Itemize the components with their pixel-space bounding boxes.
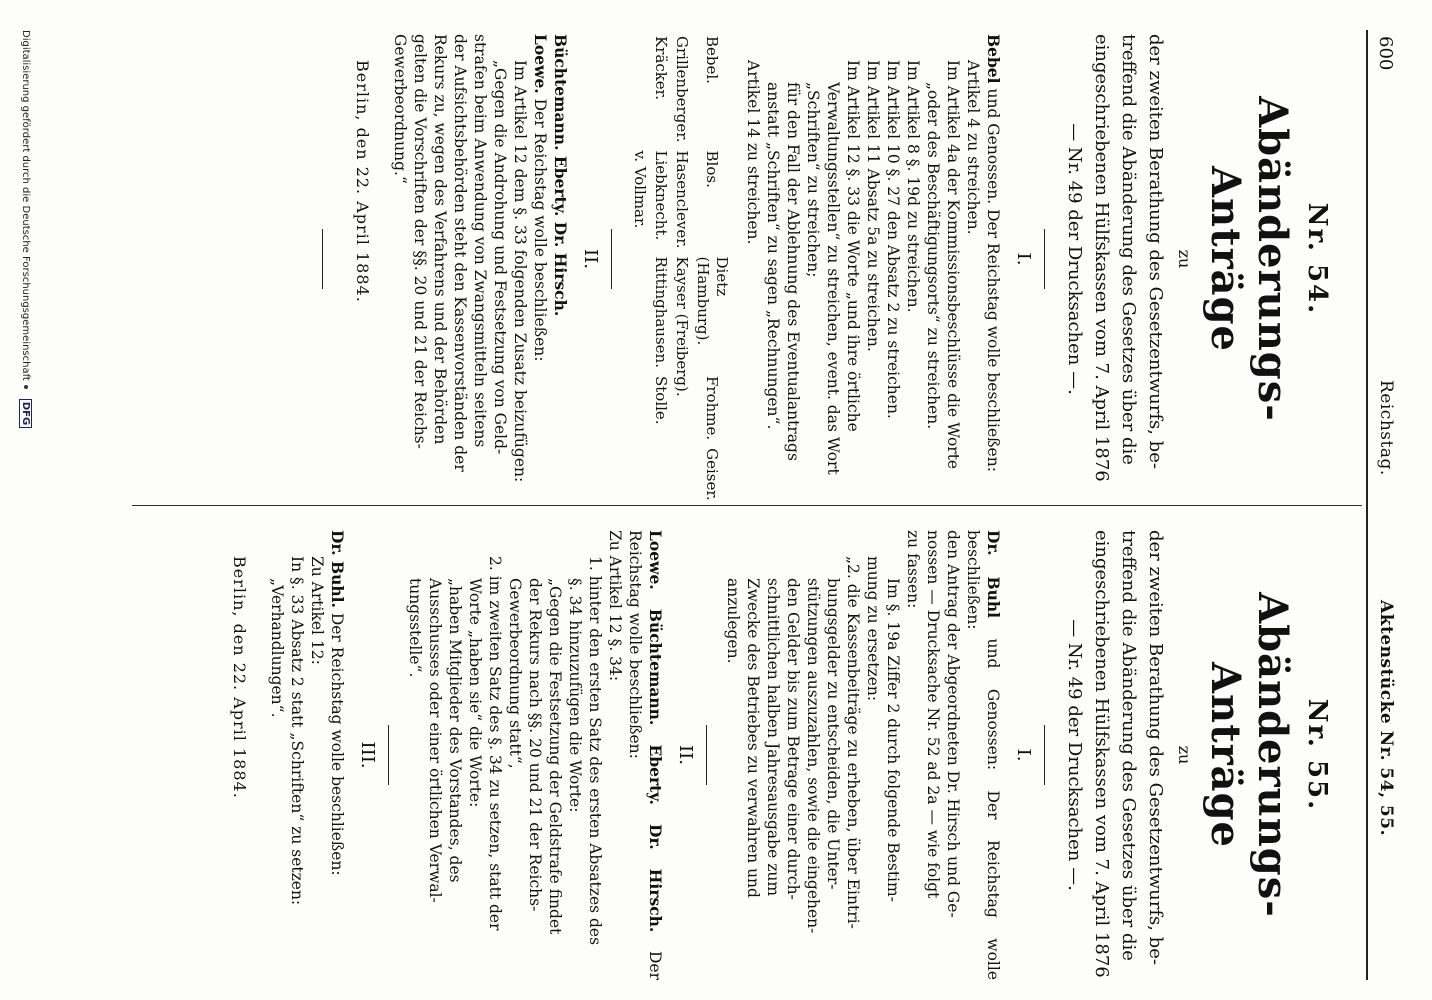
motion-line: der Rekurs nach §§. 20 und 21 der Reichs- [526,578,544,912]
motion-item: Verwaltungsstellen“ zu streichen, event. das Wort [824,82,842,475]
subtitle [1061,530,1169,980]
motion-line: nossen — Drucksache Nr. 52 ad 2a — wie folgt [924,530,942,899]
motion-line: 2. im zweiten Satz des §. 34 zu setzen, statt der [486,556,504,931]
signatory: Liebknecht. [652,150,670,241]
motion-item: „Schriften“ zu streichen; [804,82,822,278]
motion-line: gelten die Vorschriften der §§. 20 und 21 der Reichs- [411,34,429,449]
motion-line: Gewerbeordnung statt“, [506,578,524,769]
motion-line: Zu Artikel 12 §. 34: [606,530,624,682]
motion-author: Dr. Buhl. [328,530,347,608]
motion-line: „2. die Kassenbeiträge zu erheben, über Eintri- [844,556,862,929]
signatories [628,34,733,509]
motion-line: strafen beim Anwendung von Zwangsmitteln seitens [471,34,489,448]
motion-line: 1. hinter den ersten Satz des ersten Absatzes des [586,556,604,946]
motion-line: Zwecke des Betriebes zu verwahren und [744,578,762,898]
motion-line: den Antrag der Abgeordneten Dr. Hirsch und Ge- [944,530,962,918]
document-title: Abänderungs-Anträge [1202,96,1296,422]
motion-intro-text: Der Reichstag wolle beschließen: [531,93,549,362]
separator [611,229,612,289]
signatory: Dietz (Hamburg). [694,256,731,346]
motion-intro-text: und Genossen: Der Reichstag wolle beschließen: [964,530,1002,980]
motion-item: anstatt „Schriften“ zu sagen „Rechnungen“. [764,82,782,430]
motion-line: „Gegen die Festsetzung der Geldstrafe findet [546,578,564,935]
motion-line: den Gelder bis zum Betrage einer durch- [784,578,802,900]
motion-line: zu fassen: [904,530,922,609]
motion-line: Rekurs zu, wegen des Verfahrens und der Behörden [431,34,449,445]
motion-authors: Loewe. Büchtemann. Eberty. Dr. Hirsch. [646,530,665,933]
motion-line: §. 34 hinzuzufügen die Worte: [566,578,584,813]
separator [388,725,389,785]
dfg-logo: DFG [19,399,32,428]
subtitle-line: eingeschriebenen Hülfskassen vom 7. April 1876 [1091,34,1112,482]
motion-author: Bebel [984,34,1003,84]
motion-line: Im Artikel 12 dem §. 33 folgenden Zusatz beizufügen: [511,60,529,483]
subtitle-line: — Nr. 49 der Drucksachen —. [1064,123,1085,395]
separator [706,725,707,785]
zu-label: zu [1175,745,1194,765]
section-numeral: III. [357,741,378,769]
document-number: Nr. 55. [1302,698,1332,812]
date-line: Berlin, den 22. April 1884. [353,60,372,303]
motion-item: Artikel 14 zu streichen. [744,60,762,245]
section-numeral: II. [580,249,601,269]
motion-line: schnittlichen halben Jahresausgabe zum [764,578,782,897]
running-head-reichstag: Reichstag. [1376,380,1396,476]
motion-authors: Büchtemann. Eberty. Dr. Hirsch. [551,34,570,317]
motion-item: Im Artikel 4a der Kommissionsbeschlüsse die Worte [944,60,962,470]
motion-line: bungsgelder zu entscheiden, die Unter- [824,578,842,890]
subtitle-line: treffend die Abänderung des Gesetzes über die [1118,530,1139,961]
motion-intro-text: Der Reichstag wolle beschließen: [626,530,664,980]
motion-intro-text: und Genossen. Der Reichstag wolle beschließen: [984,83,1002,472]
column-nr-55 [230,530,1332,980]
motion-line: stützungen auszuzahlen, sowie die eingehen- [804,578,822,934]
footer-text: Digitalisierung gefördert durch die Deutsche Forschungsgemeinschaft [20,30,31,381]
signatory: Rittinghausen. [652,256,670,368]
motion-item: „oder des Beschäftigungsorts“ zu streichen. [924,82,942,430]
motion-item: Im Artikel 10 §. 27 den Absatz 2 zu streichen. [884,60,902,419]
motion-line: „Gegen die Androhung und Festsetzung von Geld- [491,60,509,455]
subtitle-line: treffend die Abänderung des Gesetzes über die [1118,34,1139,465]
signatory: Hasenclever. [673,150,691,249]
signatory: Kayser (Freiberg). [673,256,691,397]
motion-intro [963,530,1003,980]
signatory: Stolle. [652,375,670,425]
motion-intro [625,530,665,980]
motion-item: Artikel 4 zu streichen. [964,60,982,235]
motion-intro [327,530,347,980]
section-numeral: I. [1013,748,1034,762]
motion-line: Im §. 19a Ziffer 2 durch folgende Bestim- [884,578,902,902]
motion-line: „haben Mitglieder des Vorstandes, des [446,578,464,883]
signatory: v. Vollmar. [631,150,649,229]
motion-intro [550,34,570,484]
motion-item: für den Fall der Ablehnung des Eventualantrags [784,82,802,461]
separator-dot [24,385,28,389]
subtitle-line: — Nr. 49 der Drucksachen —. [1064,619,1085,891]
separator [1044,229,1045,289]
motion-line: „Verhandlungen“. [268,578,286,718]
motion-author: Loewe. [531,34,550,94]
subtitle-line: der zweiten Berathung des Gesetzentwurfs, be- [1145,34,1166,469]
motion-line: Worte „haben sie“ die Worte: [466,578,484,808]
motion-item: Im Artikel 8 §. 19d zu streichen. [904,60,922,313]
motion-intro [530,34,550,484]
motion-intro [983,34,1003,484]
end-rule [322,229,323,289]
motion-line: anzulegen. [724,578,742,664]
motion-intro-text: Der Reichstag wolle beschließen: [328,607,346,876]
running-head-aktenstuecke: Aktenstücke Nr. 54, 55. [1376,600,1396,836]
separator [1044,725,1045,785]
date-line: Berlin, den 22. April 1884. [230,556,249,799]
header-rule [1366,30,1368,980]
motion-line: In §. 33 Absatz 2 statt „Schriften“ zu setzen: [288,556,306,906]
motion-line: mung zu ersetzen: [864,556,882,702]
digitization-footer [19,30,32,950]
motion-item: Im Artikel 11 Absatz 5a zu streichen. [864,60,882,352]
section-numeral: II. [675,745,696,765]
zu-label: zu [1175,249,1194,269]
document-number: Nr. 54. [1302,202,1332,316]
signatory: Bebel. [703,36,722,84]
section-numeral: I. [1013,252,1034,266]
motion-line: der Aufsichtsbehörden steht den Kassenvorständen der [451,34,469,472]
signatory: Kräcker. [652,36,670,100]
motion-line: Zu Artikel 12: [308,556,326,665]
signatory: Blos. [703,150,722,188]
motion-line: Ausschusses oder einer örtlichen Verwal- [426,578,444,903]
motion-item: Im Artikel 12 §. 33 die Worte „und ihre örtliche [844,60,862,432]
subtitle [1061,34,1169,484]
signatory: Frohme. [703,375,722,441]
motion-line: tungsstelle“. [406,578,424,678]
subtitle-line: der zweiten Berathung des Gesetzentwurfs, be- [1145,530,1166,965]
document-title: Abänderungs-Anträge [1202,592,1296,918]
motion-author: Dr. Buhl [984,530,1003,619]
signatory: Geiser. [703,448,722,501]
subtitle-line: eingeschriebenen Hülfskassen vom 7. April 1876 [1091,530,1112,978]
page-number: 600 [1375,36,1396,71]
column-nr-54 [306,34,1332,501]
motion-line: Gewerbeordnung.“ [391,34,409,184]
column-divider [132,505,1362,506]
signatory: Grillenberger. [673,36,691,143]
